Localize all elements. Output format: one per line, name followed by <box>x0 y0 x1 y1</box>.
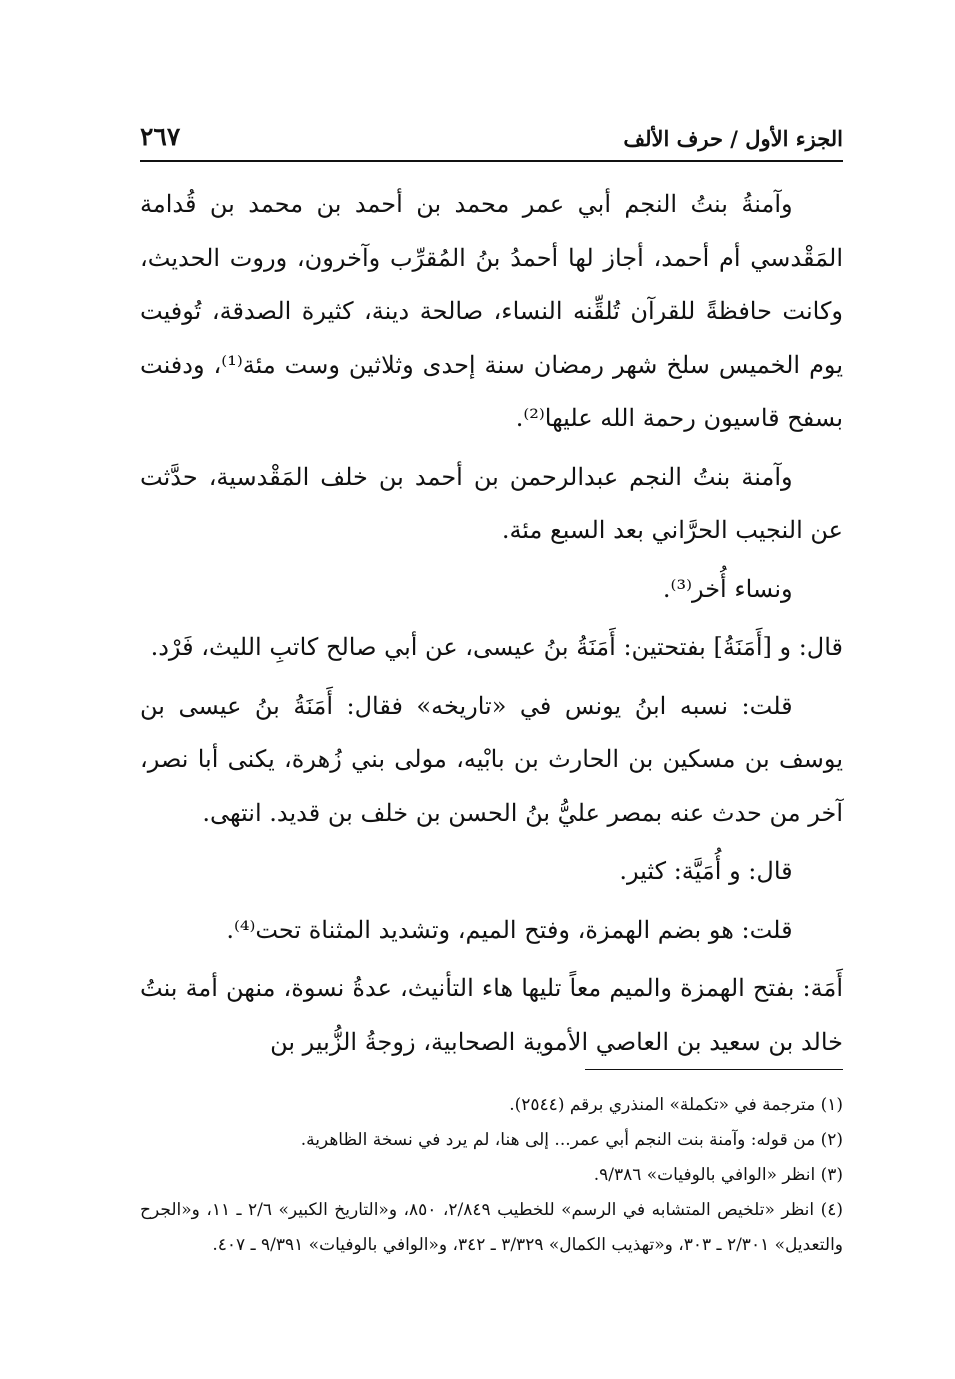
running-title: الجزء الأول / حرف الألف <box>623 126 843 151</box>
footnote-2: (٢) من قوله: وآمنة بنت النجم أبي عمر... إلى هنا، لم يرد في نسخة الظاهرية. <box>300 1130 843 1150</box>
paragraph-umayya-vocalization: قلت: هو بضم الهمزة، وفتح الميم، وتشديد المثناة تحت⁽⁴⁾. <box>226 915 793 944</box>
footnote-3: (٣) انظر «الوافي بالوفيات» ٩/٣٨٦. <box>593 1165 843 1185</box>
page-number: ٢٦٧ <box>140 122 181 151</box>
paragraph-ibn-yunus-note: قلت: نسبه ابنُ يونس في «تاريخه» فقال: أَمَنَةُ بنُ عيسى بن يوسف بن مسكين بن الحارث بن بابْيه، مولى بني زُهرة، يكنى أبا نصر، آخر من حدث عنه بمصر عليُّ بنُ الحسن بن خلف بن قديد. انتهى. <box>140 691 843 827</box>
paragraph-other-women: ونساء أُخر⁽³⁾. <box>662 574 793 603</box>
paragraph-amina-bint-abi-umar: وآمنةُ بنتُ النجم أبي عمر محمد بن أحمد بن محمد بن قُدامة المَقْدسي أم أحمد، أجاز لها أحمدُ بنُ المُقرِّب وآخرون، وروت الحديث، وكانت حافظةً للقرآن تُلقِّنه النساء، صالحة دينة، كثيرة الصدقة، تُوفيت يوم الخميس سلخ شهر رمضان سنة إحدى وثلاثين وست مئة⁽¹⁾، ودفنت بسفح قاسيون رحمة الله عليها⁽²⁾. <box>140 190 844 432</box>
footnotes <box>140 1088 843 1263</box>
paragraph-umayya: قال: و أُمَيَّة: كثير. <box>619 857 793 885</box>
footnote-separator <box>585 1069 843 1070</box>
footnote-4: (٤) انظر «تلخيص المتشابه في الرسم» للخطيب ٢/٨٤٩، ٨٥٠، و«التاريخ الكبير» ٢/٦ ـ ١١، و«الجرح والتعديل» ٢/٣٠١ ـ ٣٠٣، و«تهذيب الكمال» ٣/٣٢٩ ـ ٣٤٢، و«الوافي بالوفيات» ٩/٣٩١ ـ ٤٠٧. <box>140 1200 843 1255</box>
main-text <box>140 178 843 1069</box>
paragraph-amina-bint-abdulrahman: وآمنة بنتُ النجم عبدالرحمن بن أحمد بن خلف المَقْدسية، حدَّثت عن النجيب الحرَّاني بعد السبع مئة. <box>140 462 843 544</box>
page-header <box>140 120 843 162</box>
paragraph-ama: أَمَة: بفتح الهمزة والميم معاً تليها هاء التأنيث، عدةُ نسوة، منهن أمة بنتُ خالد بن سعيد بن العاصي الأموية الصحابية، زوجةُ الزُّبير بن <box>140 974 843 1056</box>
footnote-1: (١) مترجمة في «تكملة» المنذري برقم (٢٥٤٤). <box>509 1095 843 1115</box>
paragraph-amana-ibn-isa: قال: و [أَمَنَةُ] بفتحتين: أَمَنَةُ بنُ عيسى، عن أبي صالح كاتبِ الليث، فَرْد. <box>150 633 843 661</box>
